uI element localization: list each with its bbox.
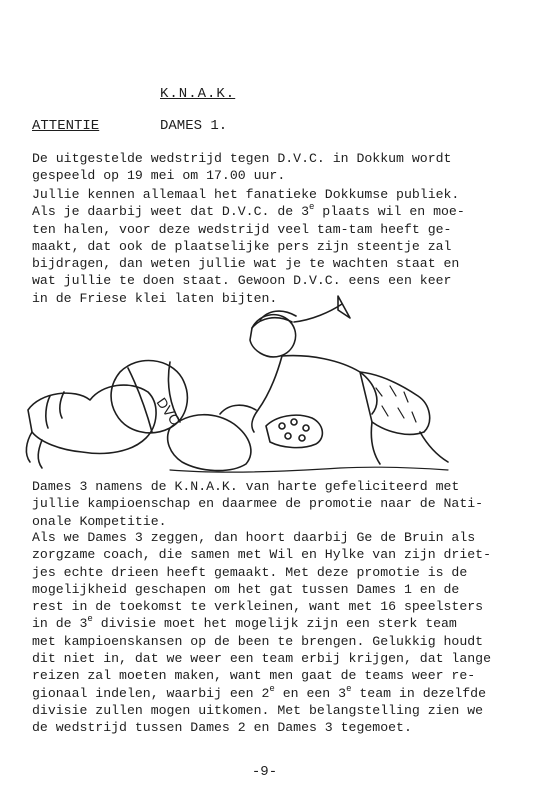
page-title: K.N.A.K. <box>160 86 236 102</box>
cartoon-illustration <box>20 292 450 477</box>
stone <box>291 419 297 425</box>
superscript: e <box>308 202 315 213</box>
text-line: zorgzame coach, die samen met Wil en Hylke van zijn driet- <box>32 547 491 563</box>
text-line: met kampioenskansen op de been te brengen. Gelukkig houdt <box>32 633 484 649</box>
text-line: wat jullie te doen staat. Gewoon D.V.C. eens een keer <box>32 273 452 289</box>
text-line: divisie zullen mogen uitkomen. Met belangstelling zien we <box>32 702 484 718</box>
text-line: in de Friese klei laten bijten. <box>32 290 278 306</box>
kneeling-figure-arm <box>220 405 256 414</box>
paragraph-congratulations <box>32 478 522 530</box>
text-line: De uitgestelde wedstrijd tegen D.V.C. in Dokkum wordt <box>32 151 452 166</box>
text-line: bijdragen, dan weten jullie wat je te wachten staat en <box>32 256 460 272</box>
caveman-arm <box>252 356 282 432</box>
text-line: ten halen, voor deze wedstrijd veel tam-tam heeft ge- <box>32 221 452 237</box>
text-line: divisie moet het mogelijk zijn een sterk team <box>92 616 457 632</box>
team-label: DAMES 1. <box>160 118 228 134</box>
lying-figure-body <box>28 385 156 453</box>
paragraph-match-announcement <box>32 150 522 185</box>
lying-figure-leg <box>26 432 42 468</box>
stone <box>303 425 309 431</box>
text-line: dit niet in, dat we weer een team erbij krijgen, dat lange <box>32 651 491 667</box>
text-line: plaats wil en moe- <box>314 204 465 220</box>
paragraph-coach-promotion <box>32 529 522 737</box>
text-line: Als je daarbij weet dat D.V.C. de 3 <box>32 204 309 220</box>
stone <box>299 435 305 441</box>
text-line: jes echte drieen heeft gemaakt. Met deze promotie is de <box>32 564 468 580</box>
stone-pile <box>266 415 322 447</box>
page-number <box>0 764 549 780</box>
caveman-ponytail <box>294 296 350 322</box>
text-line: en een 3 <box>274 685 347 701</box>
text-line: gespeeld op 19 mei om 17.00 uur. <box>32 168 286 184</box>
attention-label: ATTENTIE <box>32 118 100 134</box>
stone <box>279 423 285 429</box>
dvc-ball-letters: DVC <box>153 394 184 428</box>
text-line: in de 3 <box>32 616 88 632</box>
text-line: gionaal indelen, waarbij een 2 <box>32 685 270 701</box>
stone <box>285 433 291 439</box>
text-line: team in dezelfde <box>351 685 487 701</box>
superscript: e <box>269 683 275 694</box>
text-line: onale Kompetitie. <box>32 513 167 529</box>
text-line: Jullie kennen allemaal het fanatieke Dokkumse publiek. <box>32 187 460 202</box>
text-line: Dames 3 namens de K.N.A.K. van harte gefeliciteerd met <box>32 479 460 494</box>
text-line: maakt, dat ook de plaatselijke pers zijn steentje zal <box>32 238 452 254</box>
text-line: reizen zal moeten maken, want men gaat de teams weer re- <box>32 668 476 684</box>
text-line: rest in de toekomst te verkleinen, want met 16 speelsters <box>32 599 484 615</box>
superscript: e <box>346 683 352 694</box>
text-line: jullie kampioenschap en daarmee de promotie naar de Nati- <box>32 496 484 512</box>
superscript: e <box>87 614 93 625</box>
kneeling-figure <box>168 415 251 471</box>
text-line: de wedstrijd tussen Dames 2 en Dames 3 tegemoet. <box>32 720 412 736</box>
lying-figure-arm <box>46 392 64 428</box>
page-number-text: -9- <box>251 764 278 780</box>
text-line: Als we Dames 3 zeggen, dan hoort daarbij Ge de Bruin als <box>32 530 476 545</box>
text-line: mogelijkheid geschapen om het gat tussen Dames 1 en de <box>32 581 460 597</box>
paragraph-supporters <box>32 186 522 307</box>
